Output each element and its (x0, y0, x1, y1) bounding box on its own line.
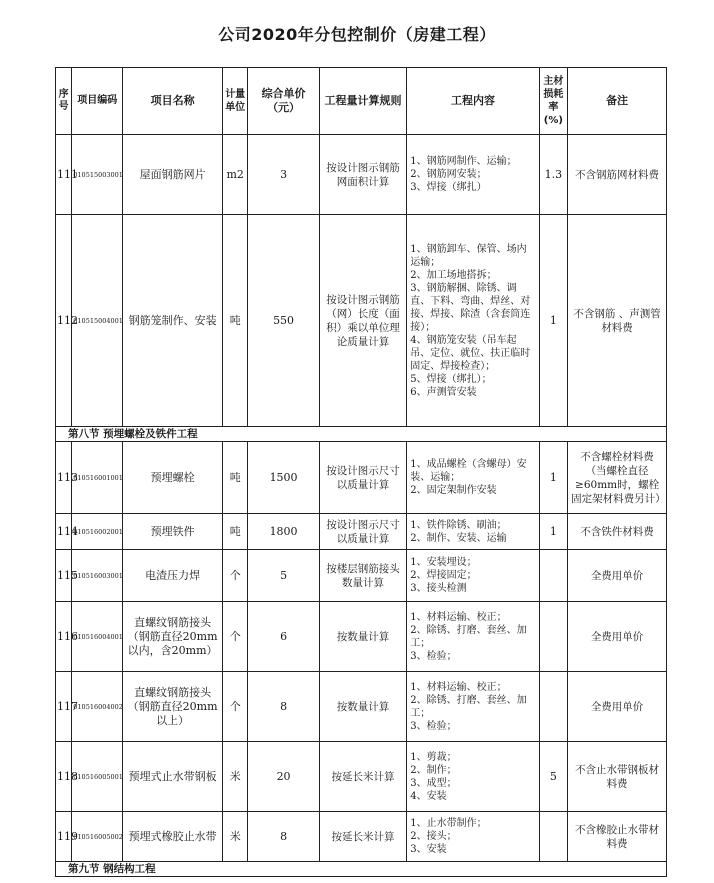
calc-rule: 按延长米计算 (319, 812, 407, 862)
content-line: 3、安装 (410, 844, 447, 855)
content-line: 6、声测管安装 (410, 386, 477, 398)
content-line: 3、接头检测 (410, 583, 467, 594)
row-number: 117 (56, 672, 72, 742)
table-row (56, 812, 667, 862)
content-line: 1、止水带制作； (410, 818, 487, 829)
item-code: 010516002001 (72, 514, 123, 550)
item-note: 不含钢筋 、声测管材料费 (568, 215, 667, 427)
row-number: 116 (56, 602, 72, 672)
calc-rule: 按数量计算 (319, 602, 407, 672)
loss-rate (539, 812, 568, 862)
item-name: 屋面钢筋网片 (123, 135, 223, 215)
item-unit: m2 (222, 135, 247, 215)
item-price: 1500 (248, 442, 319, 514)
loss-rate (539, 602, 568, 672)
item-name: 直螺纹钢筋接头（钢筋直径20mm以上） (123, 672, 223, 742)
work-content (407, 442, 539, 514)
header-no: 序号 (56, 68, 72, 135)
content-line: 3、成型； (410, 777, 457, 789)
item-note: 不含橡胶止水带材料费 (568, 812, 667, 862)
row-number: 114 (56, 514, 72, 550)
section-row (56, 427, 667, 442)
loss-rate: 1 (539, 514, 568, 550)
content-line: 2、除锈、打磨、套丝、加工； (410, 624, 527, 649)
content-line: 4、安装 (410, 790, 447, 802)
table-row (56, 514, 667, 550)
work-content (407, 550, 539, 602)
content-line: 1、钢筋卸车、保管、场内运输； (410, 243, 527, 268)
item-note: 不含铁件材料费 (568, 514, 667, 550)
item-name: 电渣压力焊 (123, 550, 223, 602)
item-code: 010516005001 (72, 742, 123, 812)
header-price: 综合单价（元） (248, 68, 319, 135)
row-number: 111 (56, 135, 72, 215)
loss-rate (539, 550, 568, 602)
row-number: 112 (56, 215, 72, 427)
content-line: 1、钢筋网制作、运输； (410, 156, 517, 167)
content-line: 3、检验； (410, 720, 457, 732)
table-row (56, 135, 667, 215)
row-number: 118 (56, 742, 72, 812)
calc-rule: 按数量计算 (319, 672, 407, 742)
loss-rate: 1 (539, 442, 568, 514)
header-row (56, 68, 667, 135)
content-line: 2、钢筋网安装； (410, 169, 487, 180)
table-row (56, 442, 667, 514)
content-line: 2、除锈、打磨、套丝、加工； (410, 694, 527, 719)
page-title: 公司2020年分包控制价（房建工程） (218, 25, 496, 44)
item-name: 钢筋笼制作、安装 (123, 215, 223, 427)
content-line: 1、材料运输、校正； (410, 681, 507, 693)
content-line: 3、检验； (410, 650, 457, 662)
calc-rule: 按延长米计算 (319, 742, 407, 812)
item-note: 全费用单价 (568, 550, 667, 602)
section-title: 第八节 预埋螺栓及铁件工程 (56, 427, 667, 442)
content-line: 3、钢筋解捆、除锈、调直、下料、弯曲、焊丝、对接、焊接、除渣（含套筒连接）； (410, 282, 531, 333)
item-name: 预埋铁件 (123, 514, 223, 550)
content-line: 2、焊接固定； (410, 570, 477, 581)
item-unit: 吨 (222, 215, 247, 427)
work-content (407, 514, 539, 550)
price-table (55, 67, 667, 877)
item-price: 6 (248, 602, 319, 672)
header-name: 项目名称 (123, 68, 223, 135)
item-code: 010516001001 (72, 442, 123, 514)
content-line: 1、剪裁； (410, 751, 457, 763)
loss-rate: 1.3 (539, 135, 568, 215)
item-name: 直螺纹钢筋接头（钢筋直径20mm以内，含20mm） (123, 602, 223, 672)
work-content (407, 215, 539, 427)
item-price: 8 (248, 672, 319, 742)
content-line: 1、铁件除锈、刷油； (410, 519, 507, 531)
header-unit: 计量单位 (222, 68, 247, 135)
work-content (407, 812, 539, 862)
content-line: 3、焊接（绑扎） (410, 182, 487, 193)
calc-rule: 按设计图示钢筋（网）长度（面积）乘以单位理论质量计算 (319, 215, 407, 427)
item-note: 全费用单价 (568, 672, 667, 742)
table-row (56, 672, 667, 742)
section-row (56, 862, 667, 877)
item-name: 预埋式橡胶止水带 (123, 812, 223, 862)
calc-rule: 按设计图示尺寸以质量计算 (319, 442, 407, 514)
work-content (407, 672, 539, 742)
table-row (56, 602, 667, 672)
work-content (407, 602, 539, 672)
item-price: 8 (248, 812, 319, 862)
row-number: 113 (56, 442, 72, 514)
item-code: 010516004002 (72, 672, 123, 742)
content-line: 2、制作； (410, 764, 457, 776)
item-code: 010516004001 (72, 602, 123, 672)
item-price: 20 (248, 742, 319, 812)
work-content (407, 135, 539, 215)
table-body (56, 135, 667, 877)
item-note: 不含螺栓材料费（当螺栓直径≥60mm时，螺栓固定架材料费另计） (568, 442, 667, 514)
loss-rate (539, 672, 568, 742)
table-row (56, 550, 667, 602)
row-number: 119 (56, 812, 72, 862)
item-unit: 吨 (222, 442, 247, 514)
header-content: 工程内容 (407, 68, 539, 135)
item-note: 全费用单价 (568, 602, 667, 672)
item-unit: 吨 (222, 514, 247, 550)
row-number: 115 (56, 550, 72, 602)
loss-rate: 5 (539, 742, 568, 812)
item-code: 010515003001 (72, 135, 123, 215)
header-code: 项目编码 (72, 68, 123, 135)
item-unit: 个 (222, 602, 247, 672)
table-row (56, 215, 667, 427)
header-loss: 主材损耗率(%) (539, 68, 568, 135)
content-line: 1、成品螺栓（含螺母）安装、运输； (410, 459, 527, 483)
calc-rule: 按设计图示尺寸以质量计算 (319, 514, 407, 550)
item-price: 3 (248, 135, 319, 215)
item-code: 010516005002 (72, 812, 123, 862)
item-code: 010516003001 (72, 550, 123, 602)
work-content (407, 742, 539, 812)
section-title: 第九节 钢结构工程 (56, 862, 667, 877)
item-name: 预埋式止水带钢板 (123, 742, 223, 812)
item-price: 5 (248, 550, 319, 602)
content-line: 2、接头； (410, 831, 457, 842)
item-code: 010515004001 (72, 215, 123, 427)
item-name: 预埋螺栓 (123, 442, 223, 514)
item-note: 不含钢筋网材料费 (568, 135, 667, 215)
item-unit: 个 (222, 550, 247, 602)
content-line: 2、固定架制作安装 (410, 485, 497, 496)
item-unit: 米 (222, 742, 247, 812)
content-line: 1、材料运输、校正； (410, 611, 507, 623)
item-note: 不含止水带钢板材料费 (568, 742, 667, 812)
item-unit: 个 (222, 672, 247, 742)
header-note: 备注 (568, 68, 667, 135)
item-price: 1800 (248, 514, 319, 550)
item-price: 550 (248, 215, 319, 427)
calc-rule: 按设计图示钢筋网面积计算 (319, 135, 407, 215)
content-line: 2、制作、安装、运输 (410, 532, 507, 544)
content-line: 1、安装埋设； (410, 557, 477, 568)
content-line: 5、焊接（绑扎）； (410, 373, 492, 385)
table-row (56, 742, 667, 812)
calc-rule: 按楼层钢筋接头数量计算 (319, 550, 407, 602)
header-rule: 工程量计算规则 (319, 68, 407, 135)
item-unit: 米 (222, 812, 247, 862)
content-line: 4、钢筋笼安装（吊车起吊、定位、就位、扶正临时固定、焊接检查）； (410, 334, 531, 372)
loss-rate: 1 (539, 215, 568, 427)
content-line: 2、加工场地搭拆； (410, 269, 497, 281)
